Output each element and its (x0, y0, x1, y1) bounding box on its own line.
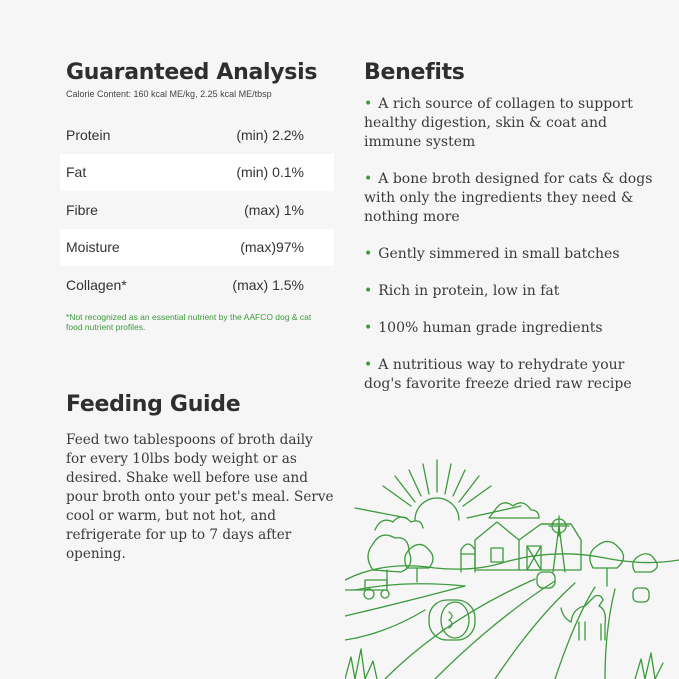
benefit-item (364, 170, 664, 227)
benefit-text: A rich source of collagen to support healthy digestion, skin & coat and immune system (364, 96, 633, 150)
analysis-value: (max) 1% (244, 201, 304, 218)
benefit-text: A bone broth designed for cats & dogs with only the ingredients they need & nothing more (364, 171, 653, 225)
benefit-text: Rich in protein, low in fat (378, 283, 560, 299)
analysis-footnote: *Not recognized as an essential nutrient by the AAFCO dog & cat food nutrient profiles. (66, 311, 312, 332)
barn-icon (461, 522, 581, 572)
farm-landscape-illustration-icon (345, 440, 679, 679)
benefit-item (364, 282, 664, 301)
analysis-label: Fibre (66, 201, 98, 218)
analysis-value: (max)97% (240, 239, 304, 256)
analysis-label: Fat (66, 164, 87, 181)
guaranteed-analysis-section (66, 60, 320, 332)
analysis-table (66, 116, 320, 304)
guaranteed-analysis-title: Guaranteed Analysis (66, 60, 318, 85)
analysis-label: Collagen* (66, 276, 127, 293)
analysis-row-fat (60, 154, 334, 192)
tractor-icon (345, 580, 389, 599)
feeding-guide-text: Feed two tablespoons of broth daily for every 10lbs body weight or as desired. Shake well before use and pour broth onto your pet's meal. Serve cool or warm, but not hot, and refrigerate for up to 7 days after opening. (66, 432, 334, 562)
calorie-content-text: Calorie Content: 160 kcal ME/kg, 2.25 kcal ME/tbsp (66, 89, 272, 99)
feeding-guide-section (66, 392, 336, 564)
benefit-item (364, 95, 664, 152)
bullet-icon: • (364, 320, 373, 336)
benefit-item (364, 245, 664, 264)
analysis-row-collagen (66, 266, 320, 304)
analysis-label: Moisture (66, 239, 120, 256)
bullet-icon: • (364, 283, 373, 299)
sun-icon (355, 460, 521, 520)
benefit-text: A nutritious way to rehydrate your dog's favorite freeze dried raw recipe (364, 357, 632, 392)
feeding-guide-title: Feeding Guide (66, 392, 241, 417)
analysis-row-moisture (60, 229, 334, 267)
windmill-icon (549, 516, 569, 572)
bullet-icon: • (364, 246, 373, 262)
benefit-item (364, 319, 664, 338)
dog-icon (561, 596, 605, 641)
benefit-text: Gently simmered in small batches (378, 246, 620, 262)
analysis-value: (max) 1.5% (232, 276, 304, 293)
benefit-item (364, 356, 664, 394)
analysis-value: (min) 0.1% (236, 164, 304, 181)
bullet-icon: • (364, 96, 373, 112)
benefits-title: Benefits (364, 60, 465, 85)
benefit-text: 100% human grade ingredients (378, 320, 603, 336)
bullet-icon: • (364, 357, 373, 373)
benefits-section (364, 60, 664, 394)
analysis-row-fibre (66, 191, 320, 229)
hay-bale-icon (429, 600, 475, 640)
bullet-icon: • (364, 171, 373, 187)
analysis-label: Protein (66, 126, 111, 143)
analysis-row-protein (66, 116, 320, 154)
benefits-list (364, 95, 664, 394)
analysis-value: (min) 2.2% (236, 126, 304, 143)
